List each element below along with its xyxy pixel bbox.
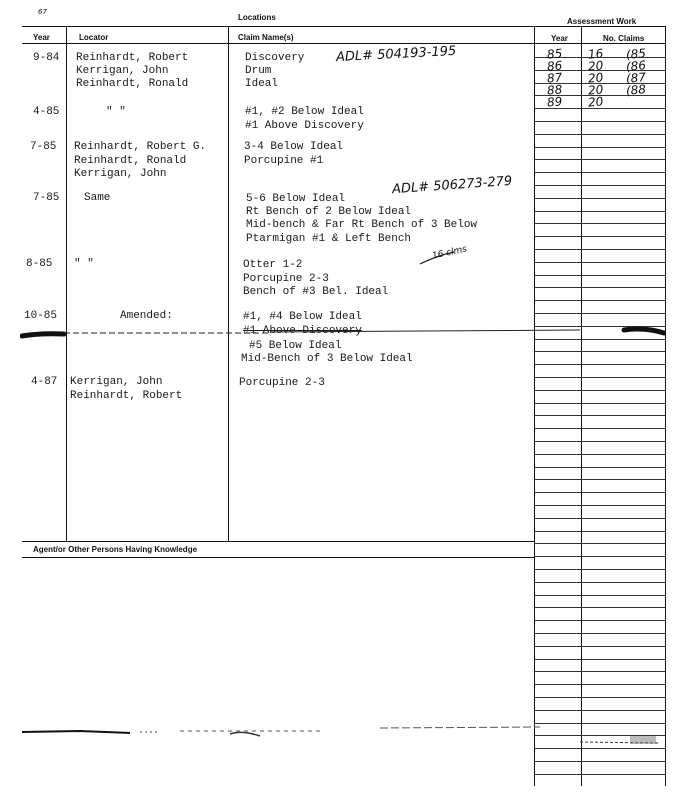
aw-note-entry: (88: [625, 82, 647, 98]
corner-note: 67: [38, 8, 47, 16]
entry-5-claim-2: Porcupine 2-3: [243, 273, 329, 285]
ledger-line: [534, 300, 665, 301]
ledger-line: [534, 351, 665, 352]
entry-7-claim-1: Porcupine 2-3: [239, 377, 325, 389]
ledger-line: [534, 313, 665, 314]
ledger-line: [534, 569, 665, 570]
aw-claims-entry: 20: [587, 82, 604, 98]
entry-4-year: 7-85: [33, 192, 60, 204]
ledger-line: [534, 172, 665, 173]
entry-3-locator-1: Reinhardt, Robert G.: [74, 141, 207, 153]
ledger-line: [534, 364, 665, 365]
ledger-line: [534, 441, 665, 442]
ledger-line: [534, 121, 665, 122]
ledger-line: [534, 428, 665, 429]
assessment-work-header: Assessment Work: [567, 17, 637, 26]
ledger-line: [534, 211, 665, 212]
aw-claims-entry: 20: [587, 58, 604, 74]
ledger-line: [534, 287, 665, 288]
entry-7-year: 4-87: [31, 376, 58, 388]
aw-year-entry: 85: [546, 46, 563, 62]
entry-2-claim-2: #1 Above Discovery: [245, 120, 364, 132]
ledger-line: [534, 518, 665, 519]
ledger-line: [534, 492, 665, 493]
assessment-right-divider: [665, 26, 666, 786]
ledger-line: [534, 415, 665, 416]
ledger-line: [534, 134, 665, 135]
handwritten-claims-note: 16 clms: [431, 244, 468, 262]
agent-header-rule: [22, 557, 534, 558]
entry-4-claim-3: Mid-bench & Far Rt Bench of 3 Below: [246, 219, 478, 231]
ledger-line: [534, 249, 665, 250]
entry-3-locator-3: Kerrigan, John: [74, 168, 167, 180]
entry-1-claim-2: Drum: [245, 65, 272, 77]
aw-claims-entry: 20: [587, 70, 604, 86]
locator-header: Locator: [79, 33, 109, 42]
ledger-line: [534, 543, 665, 544]
header-rule: [22, 43, 666, 44]
agent-section-header: Agent/or Other Persons Having Knowledge: [33, 545, 198, 554]
entry-5-locator-ditto: " ": [74, 258, 94, 270]
aw-year-entry: 88: [546, 82, 563, 98]
locations-header: Locations: [238, 13, 276, 22]
entry-1-year: 9-84: [33, 52, 60, 64]
ledger-line: [534, 236, 665, 237]
entry-5-claim-3: Bench of #3 Bel. Ideal: [243, 286, 389, 298]
aw-no-claims-header: No. Claims: [603, 34, 645, 43]
entry-2-claim-1: #1, #2 Below Ideal: [245, 106, 364, 118]
top-rule: [22, 26, 666, 27]
entry-3-claim-2: Porcupine #1: [244, 155, 324, 167]
aw-note-entry: (86: [625, 58, 647, 74]
ledger-line: [534, 556, 665, 557]
entry-6-claim-3: #5 Below Ideal: [249, 340, 342, 352]
entry-4-locator: Same: [84, 192, 111, 204]
ledger-line: [534, 697, 665, 698]
ledger-line: [534, 684, 665, 685]
scan-noise: [20, 722, 666, 752]
entry-6-year: 10-85: [24, 310, 58, 322]
entry-5-year: 8-85: [26, 258, 53, 270]
ledger-line: [534, 262, 665, 263]
aw-claims-entry: 20: [587, 94, 604, 110]
ledger-line: [534, 710, 665, 711]
claim-names-header: Claim Name(s): [238, 33, 294, 42]
entry-4-claim-2: Rt Bench of 2 Below Ideal: [246, 206, 412, 218]
ledger-line: [534, 454, 665, 455]
ledger-line: [534, 659, 665, 660]
ledger-line: [534, 403, 665, 404]
entry-5-claim-1: Otter 1-2: [243, 259, 303, 271]
entry-1-locator-3: Reinhardt, Ronald: [76, 78, 189, 90]
entry-3-claim-1: 3-4 Below Ideal: [244, 141, 344, 153]
aw-note-entry: (87: [625, 70, 647, 86]
ledger-line: [534, 620, 665, 621]
year-column-divider: [66, 26, 67, 541]
entry-6-locator: Amended:: [120, 310, 173, 322]
entry-4-claim-1: 5-6 Below Ideal: [246, 193, 346, 205]
ledger-line: [534, 390, 665, 391]
ledger-line: [534, 198, 665, 199]
ledger-line: [534, 185, 665, 186]
ledger-line: [534, 774, 665, 775]
ledger-line: [534, 275, 665, 276]
ledger-line: [534, 582, 665, 583]
entry-7-locator-2: Reinhardt, Robert: [70, 390, 183, 402]
amendment-separator: [20, 324, 666, 344]
ledger-line: [534, 633, 665, 634]
ledger-line: [534, 646, 665, 647]
locator-column-divider: [228, 26, 229, 541]
ledger-line: [534, 223, 665, 224]
ledger-line: [534, 671, 665, 672]
assessment-mid-divider: [581, 26, 582, 786]
handwritten-tick-mark: [418, 250, 458, 266]
assessment-left-divider: [534, 26, 535, 786]
entry-1-claim-3: Ideal: [245, 78, 279, 90]
entry-6-claim-4: Mid-Bench of 3 Below Ideal: [241, 353, 413, 365]
aw-year-entry: 89: [546, 94, 563, 110]
ledger-line: [534, 761, 665, 762]
agent-top-rule: [22, 541, 534, 542]
entry-6-claim-2-struck: #1 Above Discovery: [243, 325, 362, 337]
ledger-line: [534, 147, 665, 148]
handwritten-adl-2: ADL# 506273-279: [391, 173, 513, 198]
entry-6-claim-1: #1, #4 Below Ideal: [243, 311, 362, 323]
entry-2-year: 4-85: [33, 106, 60, 118]
entry-1-locator-2: Kerrigan, John: [76, 65, 169, 77]
handwritten-adl-1: ADL# 504193-195: [335, 43, 457, 66]
ledger-line: [534, 505, 665, 506]
entry-3-year: 7-85: [30, 141, 57, 153]
entry-4-claim-4: Ptarmigan #1 & Left Bench: [246, 233, 412, 245]
ledger-line: [534, 377, 665, 378]
entry-3-locator-2: Reinhardt, Ronald: [74, 155, 187, 167]
ledger-line: [534, 607, 665, 608]
entry-7-locator-1: Kerrigan, John: [70, 376, 163, 388]
aw-claims-entry: 16: [587, 46, 604, 62]
ledger-line: [534, 531, 665, 532]
aw-year-header: Year: [551, 34, 568, 43]
ledger-line: [534, 159, 665, 160]
entry-1-locator-1: Reinhardt, Robert: [76, 52, 189, 64]
aw-year-entry: 86: [546, 58, 563, 74]
aw-note-entry: (85: [625, 46, 647, 62]
entry-1-claim-1: Discovery: [245, 52, 305, 64]
entry-2-locator-ditto: " ": [106, 106, 126, 118]
year-header: Year: [33, 33, 50, 42]
aw-year-entry: 87: [546, 70, 563, 86]
ledger-line: [534, 467, 665, 468]
ledger-line: [534, 595, 665, 596]
ledger-line: [534, 479, 665, 480]
